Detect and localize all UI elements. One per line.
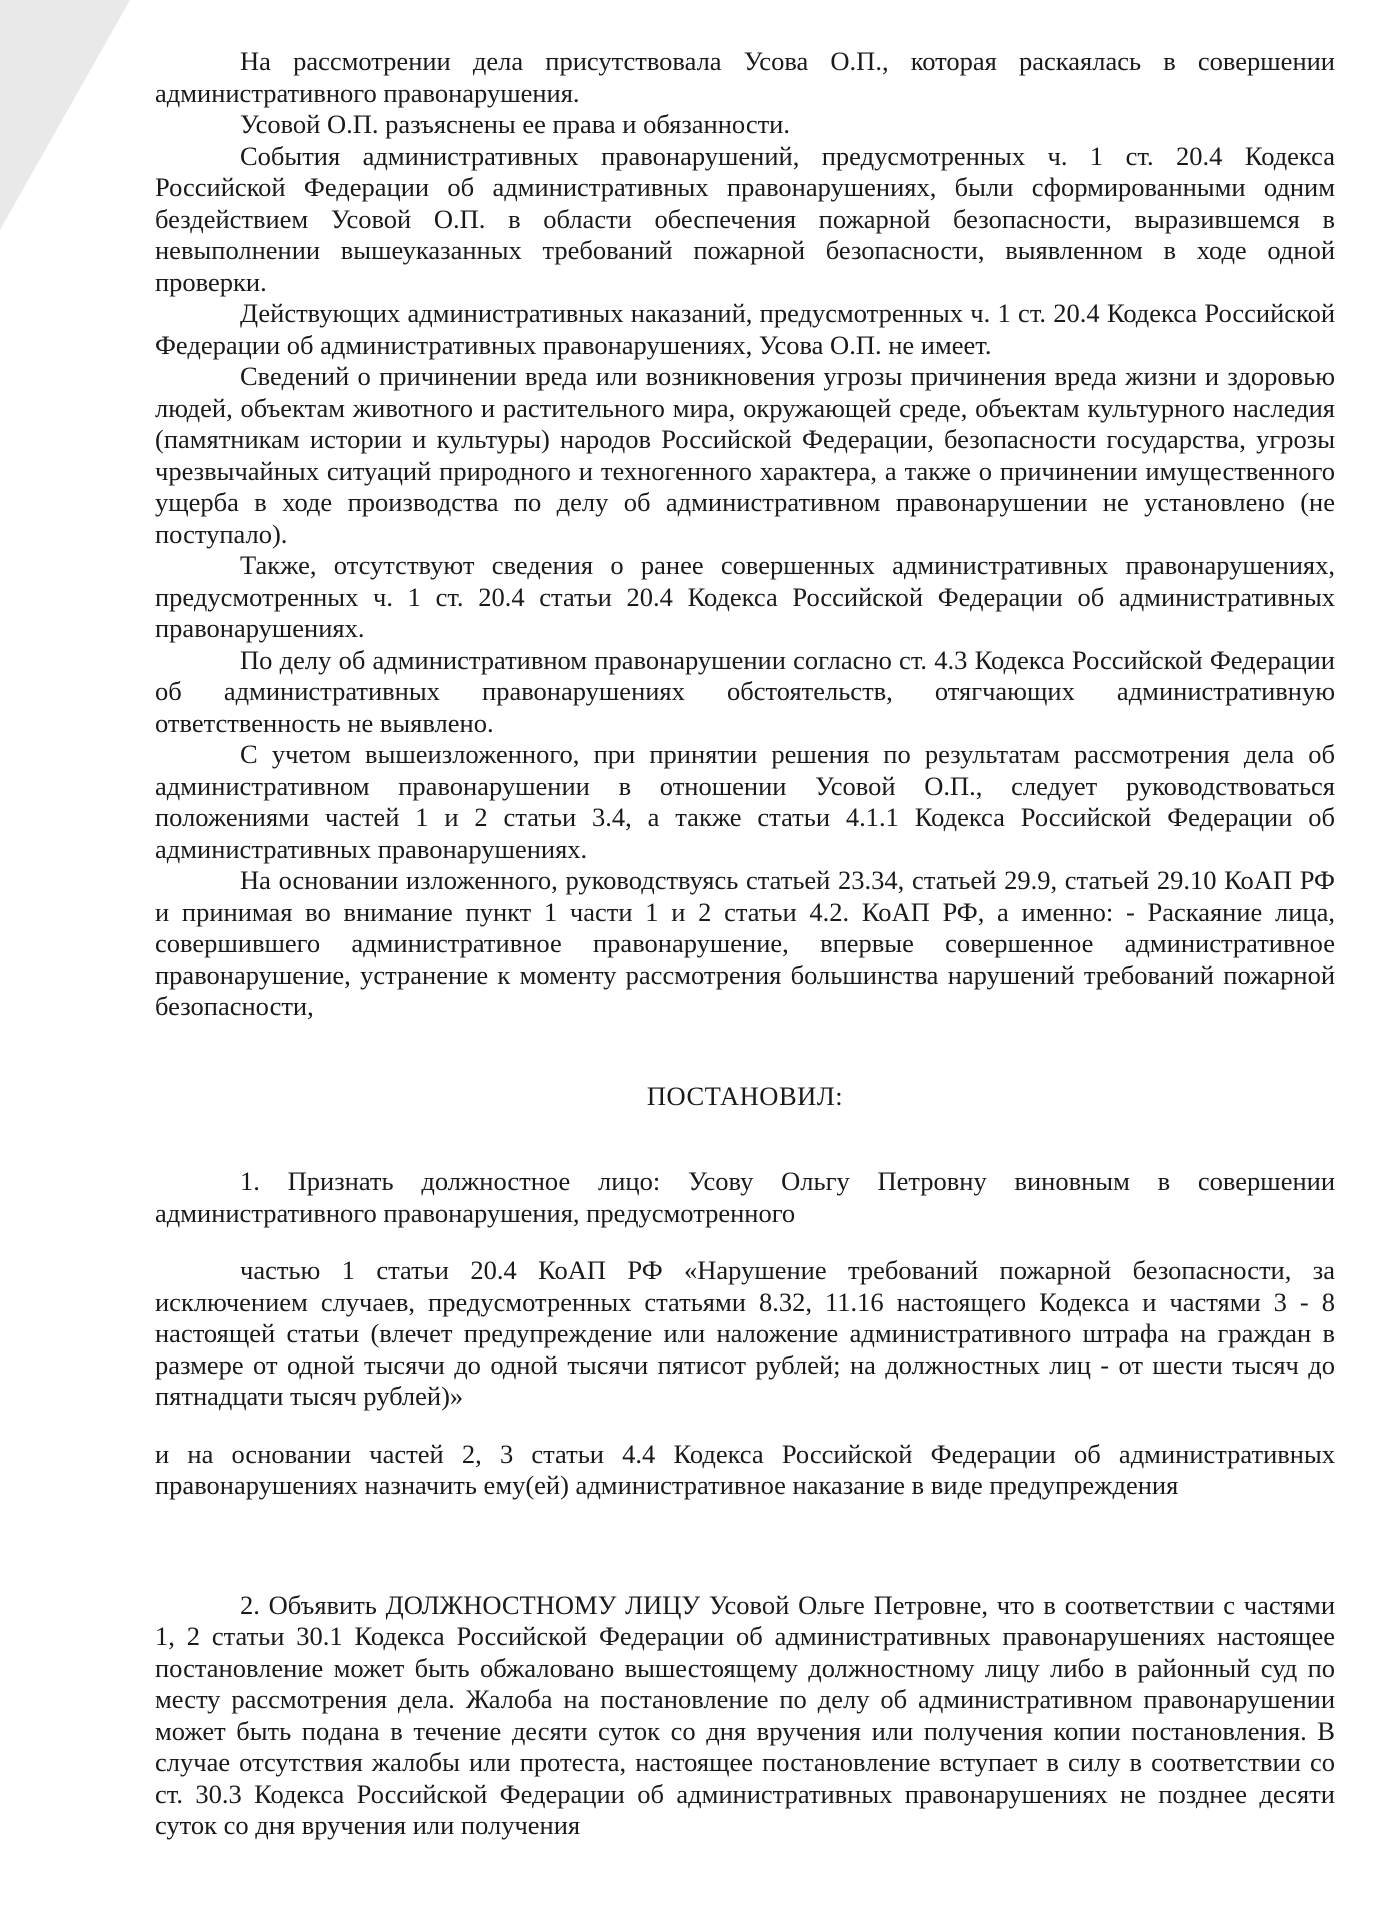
article-quote: частью 1 статьи 20.4 КоАП РФ «Нарушение требований пожарной безопасности, за исключением случаев, предусмотренных статьями 8.32, 11.16 настоящего Кодекса и частями 3 - 8 настоящей статьи (влечет предупреждение или наложение административного штрафа на граждан в размере от одной тысячи до одной тысячи пятисот рублей; на должностных лиц - от шести тысяч до пятнадцати тысяч рублей)» (155, 1255, 1335, 1411)
paragraph-considerations: С учетом вышеизложенного, при принятии решения по результатам рассмотрения дела об административном правонарушении в отношении Усовой О.П., следует руководствоваться положениями частей 1 и 2 статьи 3.4, а также статьи 4.1.1 Кодекса Российской Федерации об административных правонарушениях. (155, 739, 1335, 864)
penalty-basis: и на основании частей 2, 3 статьи 4.4 Кодекса Российской Федерации об административных правонарушениях назначить ему(ей) административное наказание в виде предупреждения (155, 1438, 1335, 1500)
paragraph-presence: На рассмотрении дела присутствовала Усова О.П., которая раскаялась в совершении административного правонарушения. (155, 46, 1335, 108)
paragraph-harm-info: Сведений о причинении вреда или возникновения угрозы причинения вреда жизни и здоровью людей, объектам животного и растительного мира, окружающей среде, объектам культурного наследия (памятникам истории и культуры) народов Российской Федерации, безопасности государства, угрозы чрезвычайных ситуаций природного и техногенного характера, а также о причинении имущественного ущерба в ходе производства по делу об административном правонарушении не установлено (не поступало). (155, 361, 1335, 549)
decision-item-1: 1. Признать должностное лицо: Усову Ольгу Петровну виновным в совершении административного правонарушения, предусмотренного (155, 1166, 1335, 1228)
decision-title: ПОСТАНОВИЛ: (646, 1080, 844, 1111)
paragraph-rights: Усовой О.П. разъяснены ее права и обязанности. (240, 109, 790, 139)
paragraph-existing-penalties: Действующих административных наказаний, предусмотренных ч. 1 ст. 20.4 Кодекса Российской Федерации об административных правонарушениях, Усова О.П. не имеет. (155, 298, 1335, 360)
document-page (155, 46, 1335, 1842)
paragraph-grounds: На основании изложенного, руководствуясь статьей 23.34, статьей 29.9, статьей 29.10 КоАП РФ и принимая во внимание пункт 1 части 1 и 2 статьи 4.2. КоАП РФ, а именно: - Раскаяние лица, совершившего административное правонарушение, впервые совершенное административное правонарушение, устранение к моменту рассмотрения большинства нарушений требований пожарной безопасности, (155, 865, 1335, 1021)
paragraph-events: События административных правонарушений, предусмотренных ч. 1 ст. 20.4 Кодекса Российской Федерации об административных правонарушениях, были сформированными одним бездействием Усовой О.П. в области обеспечения пожарной безопасности, выразившемся в невыполнении вышеуказанных требований пожарной безопасности, выявленном в ходе одной проверки. (155, 140, 1335, 297)
scan-edge-shadow (0, 0, 130, 230)
decision-item-2: 2. Объявить ДОЛЖНОСТНОМУ ЛИЦУ Усовой Ольге Петровне, что в соответствии с частями 1, 2 статьи 30.1 Кодекса Российской Федерации об административных правонарушениях настоящее постановление может быть обжаловано вышестоящему должностному лицу либо в районный суд по месту рассмотрения дела. Жалоба на постановление по делу об административном правонарушении может быть подана в течение десяти суток со дня вручения или получения копии постановления. В случае отсутствия жалобы или протеста, настоящее постановление вступает в силу в соответствии со ст. 30.3 Кодекса Российской Федерации об административных правонарушениях не позднее десяти суток со дня вручения или получения (155, 1589, 1335, 1840)
paragraph-prior-offenses: Также, отсутствуют сведения о ранее совершенных административных правонарушениях, предусмотренных ч. 1 ст. 20.4 статьи 20.4 Кодекса Российской Федерации об административных правонарушениях. (155, 550, 1335, 643)
paragraph-aggravating: По делу об административном правонарушении согласно ст. 4.3 Кодекса Российской Федерации об административных правонарушениях обстоятельств, отягчающих административную ответственность не выявлено. (155, 644, 1335, 738)
